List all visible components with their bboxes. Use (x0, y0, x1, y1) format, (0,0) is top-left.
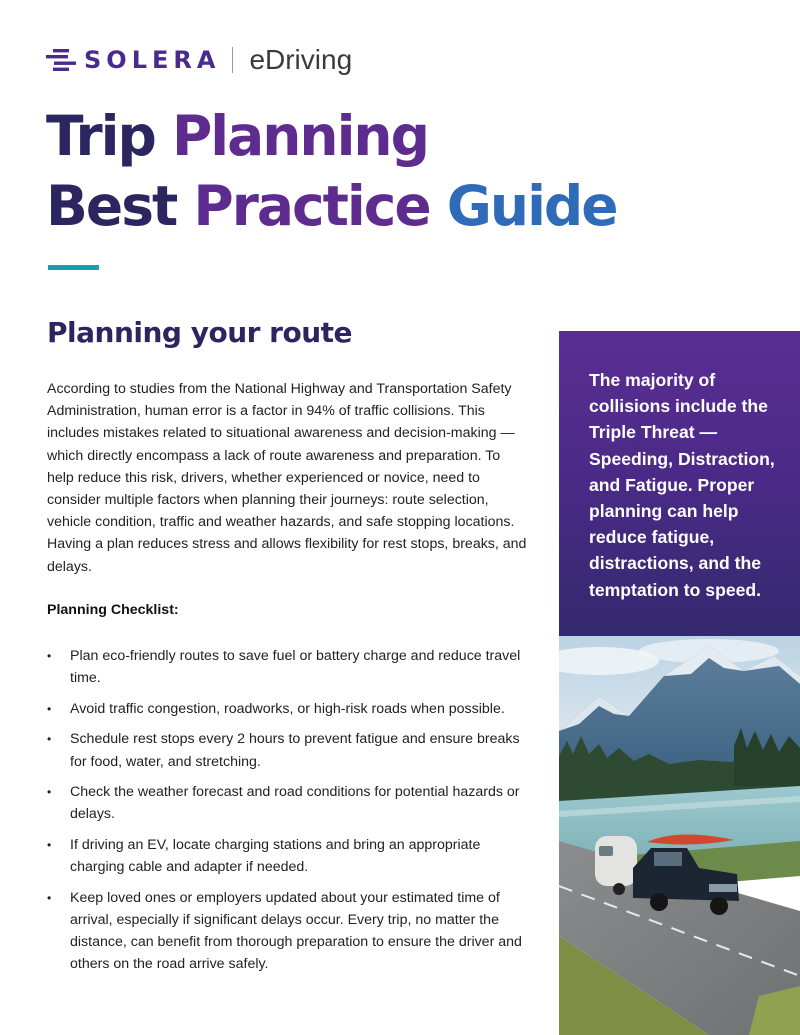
checklist-title: Planning Checklist: (47, 602, 179, 618)
title-accent-bar (48, 265, 99, 270)
bullet-icon: • (47, 649, 52, 663)
checklist-item (47, 834, 527, 878)
bullet-icon: • (47, 732, 52, 747)
checklist-item-text: Schedule rest stops every 2 hours to prevent fatigue and ensure breaks for food, water, and stretching. (70, 731, 520, 770)
checklist-item-text: Plan eco-friendly routes to save fuel or battery charge and reduce travel time. (70, 648, 521, 687)
bullet-icon: • (47, 837, 52, 852)
checklist-item-text: Avoid traffic congestion, roadworks, or high-risk roads when possible. (70, 700, 505, 717)
checklist-item-text: Check the weather forecast and road conditions for potential hazards or delays. (70, 784, 520, 823)
mountain-road-photo (559, 636, 800, 1035)
title-word: Planning (171, 104, 428, 168)
title-word: Trip (46, 104, 155, 168)
title-word: Practice (193, 174, 430, 238)
title-word: Best (46, 174, 177, 238)
checklist-item (47, 728, 527, 772)
logo-divider (232, 47, 233, 73)
bullet-icon: • (47, 890, 52, 905)
solera-logo-icon (46, 47, 76, 73)
bullet-icon: • (47, 701, 52, 716)
brand-logos (46, 44, 352, 76)
checklist-item (47, 645, 527, 689)
checklist-item (47, 698, 527, 720)
callout-text: The majority of collisions include the Triple Threat — Speeding, Distraction, and Fatigue. Proper planning can help reduce fatigue, distractions, and the temptation to speed. (589, 370, 775, 600)
triple-threat-callout (559, 331, 800, 636)
checklist-item (47, 781, 527, 825)
page-title-line-1 (46, 101, 428, 171)
planning-checklist (47, 645, 527, 984)
checklist-item (47, 887, 527, 976)
page-title-line-2 (46, 171, 617, 241)
edriving-wordmark: eDriving (249, 44, 353, 75)
title-word: Guide (446, 174, 617, 238)
intro-paragraph: According to studies from the National Highway and Transportation Safety Administration, human error is a factor in 94% of traffic collisions. This includes mistakes related to situational awareness and decision-making — which directly encompass a lack of route awareness and preparation. To help reduce this risk, drivers, whether experienced or novice, need to consider multiple factors when planning their journeys: route selection, vehicle condition, traffic and weather hazards, and safe stopping locations. Having a plan reduces stress and allows flexibility for rest stops, breaks, and delays. (47, 381, 527, 575)
solera-wordmark: SOLERA (84, 46, 221, 74)
checklist-item-text: If driving an EV, locate charging stations and bring an appropriate charging cable and adapter if needed. (70, 836, 481, 876)
bullet-icon: • (47, 785, 52, 800)
mountain-road-photo-icon (559, 636, 800, 1035)
checklist-item-text: Keep loved ones or employers updated about your estimated time of arrival, especially if significant delays occur. Every trip, no matter the distance, can benefit from thorough preparation to ensure the driver and others on the road arrive safely. (70, 889, 522, 973)
section-heading: Planning your route (47, 316, 353, 349)
